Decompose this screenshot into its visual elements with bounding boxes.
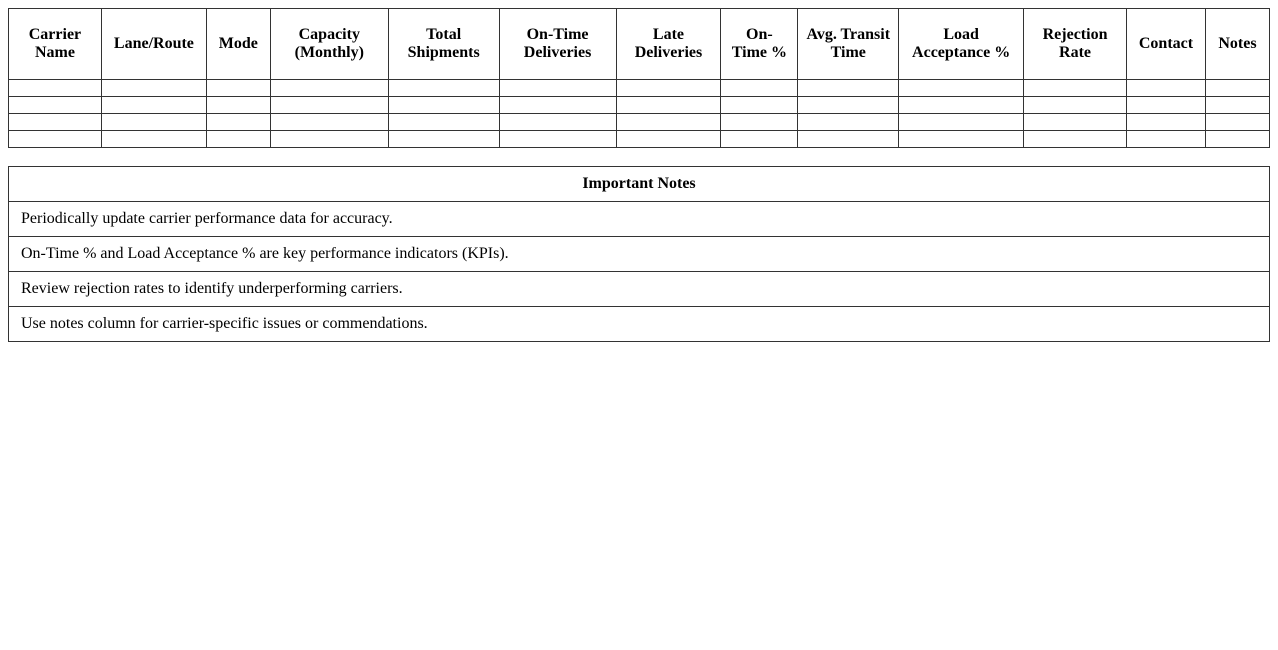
table-row [9,131,1270,148]
table-cell[interactable] [388,80,499,97]
table-cell[interactable] [616,131,721,148]
table-cell[interactable] [1024,80,1127,97]
table-cell[interactable] [101,80,206,97]
col-mode: Mode [206,9,270,80]
table-cell[interactable] [1205,80,1269,97]
table-cell[interactable] [270,97,388,114]
notes-title: Important Notes [9,167,1270,202]
table-cell[interactable] [206,97,270,114]
table-cell[interactable] [388,131,499,148]
table-cell[interactable] [388,97,499,114]
table-cell[interactable] [1127,97,1206,114]
table-cell[interactable] [206,114,270,131]
table-cell[interactable] [616,80,721,97]
table-cell[interactable] [9,131,102,148]
note-item: Periodically update carrier performance data for accuracy. [9,202,1270,237]
carrier-performance-table [8,8,1270,148]
col-lane-route: Lane/Route [101,9,206,80]
col-carrier-name: Carrier Name [9,9,102,80]
col-on-time-pct: On-Time % [721,9,798,80]
table-cell[interactable] [499,80,616,97]
col-late-deliveries: Late Deliveries [616,9,721,80]
col-notes: Notes [1205,9,1269,80]
table-cell[interactable] [798,114,899,131]
table-cell[interactable] [1024,114,1127,131]
table-cell[interactable] [721,114,798,131]
table-cell[interactable] [1205,114,1269,131]
table-cell[interactable] [388,114,499,131]
table-row [9,80,1270,97]
table-cell[interactable] [9,114,102,131]
table-cell[interactable] [721,131,798,148]
table-cell[interactable] [270,114,388,131]
col-load-acceptance: Load Acceptance % [899,9,1024,80]
table-cell[interactable] [101,97,206,114]
table-cell[interactable] [270,80,388,97]
table-cell[interactable] [616,114,721,131]
table-cell[interactable] [206,131,270,148]
table-cell[interactable] [616,97,721,114]
table-cell[interactable] [1127,131,1206,148]
table-cell[interactable] [721,80,798,97]
col-capacity: Capacity (Monthly) [270,9,388,80]
col-contact: Contact [1127,9,1206,80]
table-cell[interactable] [1127,80,1206,97]
table-cell[interactable] [101,131,206,148]
table-cell[interactable] [899,131,1024,148]
table-cell[interactable] [9,80,102,97]
col-on-time-deliveries: On-Time Deliveries [499,9,616,80]
note-item: Review rejection rates to identify underperforming carriers. [9,272,1270,307]
table-cell[interactable] [899,114,1024,131]
table-cell[interactable] [1024,97,1127,114]
table-cell[interactable] [1024,131,1127,148]
table-cell[interactable] [899,97,1024,114]
table-cell[interactable] [798,80,899,97]
table-cell[interactable] [9,97,102,114]
table-cell[interactable] [1127,114,1206,131]
table-cell[interactable] [101,114,206,131]
table-cell[interactable] [798,131,899,148]
col-total-shipments: Total Shipments [388,9,499,80]
note-item: Use notes column for carrier-specific issues or commendations. [9,307,1270,342]
table-cell[interactable] [798,97,899,114]
table-row [9,114,1270,131]
table-cell[interactable] [1205,131,1269,148]
note-item: On-Time % and Load Acceptance % are key performance indicators (KPIs). [9,237,1270,272]
table-cell[interactable] [1205,97,1269,114]
table-cell[interactable] [206,80,270,97]
table-cell[interactable] [499,114,616,131]
col-rejection-rate: Rejection Rate [1024,9,1127,80]
header-row [9,9,1270,80]
table-cell[interactable] [499,131,616,148]
table-cell[interactable] [499,97,616,114]
table-cell[interactable] [270,131,388,148]
table-cell[interactable] [721,97,798,114]
important-notes-table [8,166,1270,342]
table-row [9,97,1270,114]
table-cell[interactable] [899,80,1024,97]
col-avg-transit-time: Avg. Transit Time [798,9,899,80]
